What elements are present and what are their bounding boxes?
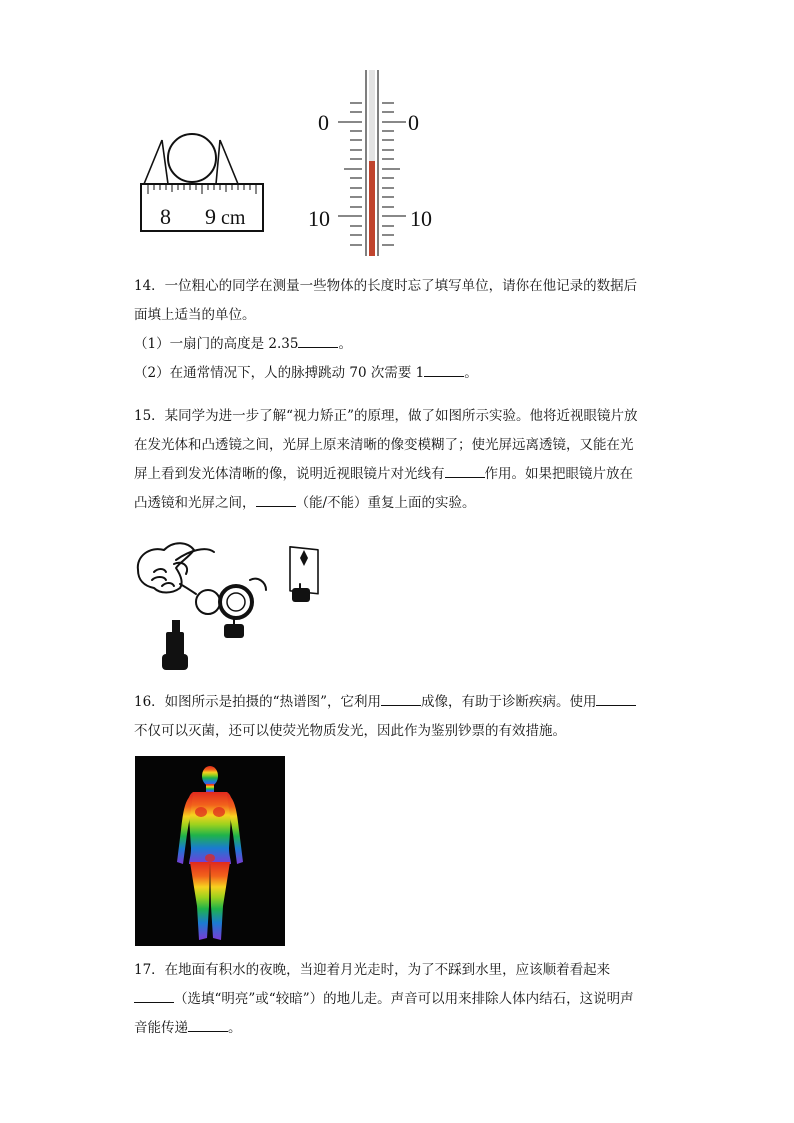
q16-blank-1[interactable] xyxy=(381,691,421,706)
q15-line-4 xyxy=(134,489,664,518)
q15-line-4-end: （能/不能）重复上面的实验。 xyxy=(295,495,476,511)
thermometer-left-0: 0 xyxy=(318,110,329,135)
question-16 xyxy=(134,688,664,746)
thermometer-ticks-left xyxy=(338,103,362,245)
q17-line-2-text: （选填“明亮”或“较暗”）的地儿走。声音可以用来排除人体内结石，这说明声 xyxy=(174,991,634,1007)
q14-item-1 xyxy=(134,330,664,359)
screen-base xyxy=(292,588,310,602)
ruler-label-8: 8 xyxy=(160,204,171,229)
thermogram-figure xyxy=(135,756,285,946)
q17-blank-1[interactable] xyxy=(134,988,174,1003)
q17-line-2 xyxy=(134,985,664,1014)
q15-blank-1[interactable] xyxy=(445,463,485,478)
lens-base xyxy=(224,624,244,638)
screen-image-mark xyxy=(300,550,308,566)
q15-line-2: 在发光体和凸透镜之间，光屏上原来清晰的像变模糊了；使光屏远离透镜，又能在光 xyxy=(134,437,634,453)
q15-line-4-text: 凸透镜和光屏之间， xyxy=(134,495,256,511)
q17-line-1: 17．在地面有积水的夜晚，当迎着月光走时，为了不踩到水里，应该顺着看起来 xyxy=(134,962,611,978)
candle-body xyxy=(166,632,184,656)
glasses-bridge xyxy=(180,584,196,594)
thermometer-figure xyxy=(306,68,446,256)
q15-line-3-end: 作用。如果把眼镜片放在 xyxy=(484,466,633,482)
ruler-unit-label: cm xyxy=(221,207,246,229)
hand-outline xyxy=(138,543,194,592)
q14-item-1-text: （1）一扇门的高度是 2.35 xyxy=(134,336,299,352)
q14-item-1-end: 。 xyxy=(338,336,352,352)
q17-line-3-text: 音能传递 xyxy=(134,1020,188,1036)
glasses-arm-right xyxy=(250,579,266,590)
q17-line-3 xyxy=(134,1014,664,1043)
question-15 xyxy=(134,402,664,518)
q14-item-2-end: 。 xyxy=(464,365,478,381)
q15-line-3 xyxy=(134,460,664,489)
lens-experiment-figure xyxy=(130,528,330,676)
thermometer-right-0: 0 xyxy=(408,110,419,135)
q15-line-3-text: 屏上看到发光体清晰的像，说明近视眼镜片对光线有 xyxy=(134,466,445,482)
q17-blank-2[interactable] xyxy=(188,1017,228,1032)
q15-blank-2[interactable] xyxy=(256,492,296,507)
ruler-figure xyxy=(138,128,268,234)
q15-line-1: 15．某同学为进一步了解“视力矫正”的原理，做了如图所示实验。他将近视眼镜片放 xyxy=(134,408,638,424)
coin-circle xyxy=(168,134,216,182)
right-triangle-edge xyxy=(220,140,238,184)
glasses-arm-left xyxy=(176,549,214,560)
thermometer-right-10: 10 xyxy=(410,206,432,231)
question-17 xyxy=(134,956,664,1043)
convex-lens-inner xyxy=(227,593,245,611)
q16-line-1 xyxy=(134,688,664,717)
q16-line-1-text: 16．如图所示是拍摄的“热谱图”，它利用 xyxy=(134,694,381,710)
q16-line-2: 不仅可以灭菌，还可以使荧光物质发光，因此作为鉴别钞票的有效措施。 xyxy=(134,723,566,739)
q14-item-2 xyxy=(134,359,664,388)
ruler-ticks xyxy=(148,184,256,194)
q17-line-3-end: 。 xyxy=(228,1020,242,1036)
hand-fingers xyxy=(152,569,174,586)
q14-item-2-text: （2）在通常情况下，人的脉搏跳动 70 次需要 1 xyxy=(134,365,425,381)
convex-lens-rim xyxy=(220,586,252,618)
thermometer-liquid xyxy=(369,161,375,256)
ruler-label-9: 9 xyxy=(205,204,216,229)
q14-line-1: 14．一位粗心的同学在测量一些物体的长度时忘了填写单位，请你在他记录的数据后 xyxy=(134,278,638,294)
thermometer-ticks-right xyxy=(382,103,406,245)
thermometer-left-10: 10 xyxy=(308,206,330,231)
q16-blank-2[interactable] xyxy=(596,691,636,706)
glasses-lens xyxy=(196,590,220,614)
left-triangle-vertical xyxy=(162,140,168,184)
candle-base xyxy=(162,654,188,670)
q14-line-2: 面填上适当的单位。 xyxy=(134,307,256,323)
q16-line-1-mid: 成像，有助于诊断疾病。使用 xyxy=(420,694,597,710)
q14-blank-1[interactable] xyxy=(298,333,338,348)
question-14 xyxy=(134,272,664,388)
q14-blank-2[interactable] xyxy=(424,362,464,377)
candle-top xyxy=(172,620,180,634)
left-triangle-edge xyxy=(144,140,162,184)
